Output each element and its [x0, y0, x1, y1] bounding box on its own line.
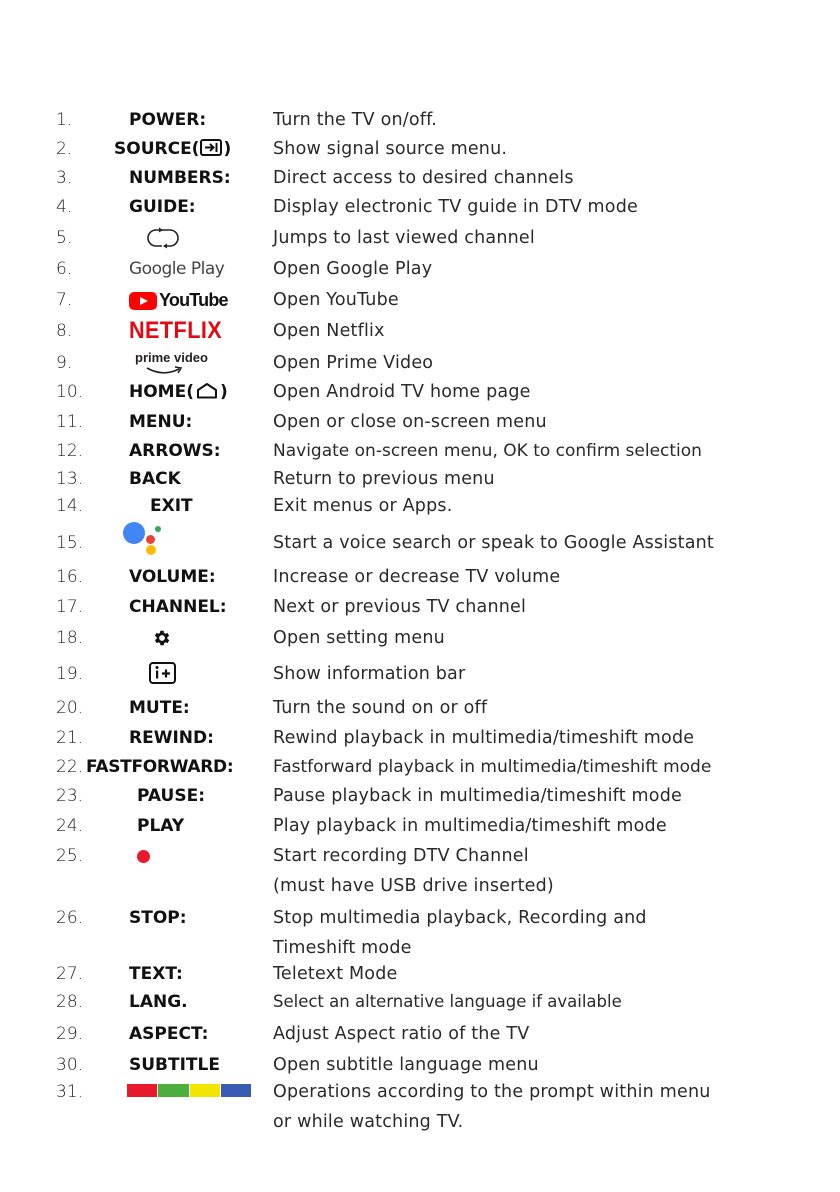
item-description: Jumps to last viewed channel — [273, 228, 535, 248]
key-label-text: TEXT: — [129, 964, 183, 984]
item-description-line2: Timeshift mode — [273, 938, 412, 958]
list-item-exit — [0, 491, 840, 521]
key-label-subtitle: SUBTITLE — [129, 1055, 220, 1075]
key-label-menu: MENU: — [129, 412, 193, 432]
item-number: 12. — [56, 441, 84, 461]
item-description: Direct access to desired channels — [273, 168, 574, 188]
list-item-back — [0, 464, 840, 494]
item-description: Select an alternative language if available — [273, 992, 622, 1011]
key-label-mute: MUTE: — [129, 698, 190, 718]
list-item-numbers — [0, 163, 840, 193]
key-label-rewind: REWIND: — [129, 728, 214, 748]
key-label-fastforward: FASTFORWARD: — [86, 757, 234, 777]
item-description: Display electronic TV guide in DTV mode — [273, 197, 638, 217]
key-label-tail: ) — [223, 139, 232, 159]
key-label-volume: VOLUME: — [129, 567, 216, 587]
item-description: Stop multimedia playback, Recording and — [273, 908, 647, 928]
item-description: Fastforward playback in multimedia/timeshift mode — [273, 757, 712, 777]
item-number: 2. — [56, 139, 73, 159]
item-number: 27. — [56, 964, 84, 984]
list-item-volume — [0, 562, 840, 592]
item-number: 19. — [56, 664, 84, 684]
record-icon — [137, 850, 150, 863]
key-label-back: BACK — [129, 469, 181, 489]
item-number: 10. — [56, 382, 84, 402]
key-label-aspect: ASPECT: — [129, 1024, 209, 1044]
item-description: Operations according to the prompt within menu — [273, 1082, 711, 1102]
red-key-swatch — [127, 1084, 157, 1097]
item-number: 17. — [56, 597, 84, 617]
assistant-yellow-dot — [146, 545, 156, 555]
info-icon — [149, 662, 176, 684]
recall-icon — [142, 227, 184, 249]
item-number: 28. — [56, 992, 84, 1012]
netflix-logo: NETFLIX — [129, 317, 223, 344]
list-item-youtube — [0, 285, 840, 315]
list-item-guide — [0, 192, 840, 222]
list-item-play — [0, 811, 840, 841]
item-number: 11. — [56, 412, 84, 432]
key-label-play: PLAY — [137, 816, 185, 836]
item-description: Open subtitle language menu — [273, 1055, 539, 1075]
item-number: 7. — [56, 290, 73, 310]
google-play-logo: Google Play — [129, 259, 225, 279]
item-description: Play playback in multimedia/timeshift mode — [273, 816, 667, 836]
item-description: Show signal source menu. — [273, 139, 508, 159]
key-label-text: HOME( — [129, 382, 194, 402]
green-key-swatch — [158, 1084, 188, 1097]
blue-key-swatch — [221, 1084, 251, 1097]
list-item-arrows — [0, 436, 840, 466]
item-description: Turn the TV on/off. — [273, 110, 437, 130]
item-number: 24. — [56, 816, 84, 836]
assistant-green-dot — [155, 526, 161, 532]
list-item-google-play — [0, 254, 840, 284]
list-item-info — [0, 659, 840, 689]
list-item-power — [0, 105, 840, 135]
key-label-tail: ) — [219, 382, 228, 402]
item-number: 29. — [56, 1024, 84, 1044]
item-description: Open or close on-screen menu — [273, 412, 547, 432]
item-number: 5. — [56, 228, 73, 248]
item-number: 21. — [56, 728, 84, 748]
list-item-text — [0, 959, 840, 989]
key-label-lang: LANG. — [129, 992, 188, 1012]
list-item-mute — [0, 693, 840, 723]
assistant-blue-dot — [123, 522, 145, 544]
item-number: 14. — [56, 496, 84, 516]
list-item-netflix — [0, 316, 840, 346]
item-description: Teletext Mode — [273, 964, 398, 984]
key-label-power: POWER: — [129, 110, 207, 130]
key-label-stop: STOP: — [129, 908, 187, 928]
item-description: Increase or decrease TV volume — [273, 567, 561, 587]
item-number: 4. — [56, 197, 73, 217]
list-item-settings — [0, 623, 840, 653]
item-description: Open Google Play — [273, 259, 433, 279]
item-number: 8. — [56, 321, 73, 341]
prime-video-logo: prime video — [135, 350, 208, 365]
item-description: Exit menus or Apps. — [273, 496, 453, 516]
item-number: 9. — [56, 353, 73, 373]
key-label-numbers: NUMBERS: — [129, 168, 231, 188]
list-item-channel — [0, 592, 840, 622]
google-assistant-icon — [123, 522, 163, 552]
list-item-pause — [0, 781, 840, 811]
list-item-google-assistant — [0, 528, 840, 558]
input-source-icon — [200, 139, 222, 156]
youtube-logo: YouTube — [159, 290, 228, 310]
list-item-stop — [0, 903, 840, 963]
key-label-source — [114, 134, 231, 164]
item-number: 18. — [56, 628, 84, 648]
list-item-source — [0, 134, 840, 164]
item-number: 22. — [56, 757, 84, 777]
list-item-menu — [0, 407, 840, 437]
key-label-channel: CHANNEL: — [129, 597, 227, 617]
item-description: Navigate on-screen menu, OK to confirm selection — [273, 441, 702, 461]
item-number: 26. — [56, 908, 84, 928]
item-description: Next or previous TV channel — [273, 597, 527, 617]
list-item-home — [0, 377, 840, 407]
item-description: Pause playback in multimedia/timeshift mode — [273, 786, 682, 806]
key-label-guide: GUIDE: — [129, 197, 196, 217]
item-number: 23. — [56, 786, 84, 806]
yellow-key-swatch — [190, 1084, 220, 1097]
item-description: Turn the sound on or off — [273, 698, 488, 718]
item-description: Rewind playback in multimedia/timeshift mode — [273, 728, 695, 748]
assistant-red-dot — [146, 535, 155, 544]
key-label-exit: EXIT — [150, 496, 193, 516]
list-item-fastforward — [0, 752, 840, 782]
key-label-arrows: ARROWS: — [129, 441, 221, 461]
color-keys-icon — [127, 1084, 251, 1097]
list-item-color-keys — [0, 1077, 840, 1137]
item-number: 3. — [56, 168, 73, 188]
home-icon — [196, 382, 218, 399]
item-description-line2: or while watching TV. — [273, 1112, 464, 1132]
key-label-text: SOURCE( — [114, 139, 200, 159]
item-description: Open Prime Video — [273, 353, 434, 373]
item-number: 30. — [56, 1055, 84, 1075]
item-number: 31. — [56, 1082, 84, 1102]
item-number: 20. — [56, 698, 84, 718]
item-description: Open setting menu — [273, 628, 445, 648]
list-item-rewind — [0, 723, 840, 753]
list-item-record — [0, 841, 840, 901]
item-number: 15. — [56, 533, 84, 553]
item-description: Adjust Aspect ratio of the TV — [273, 1024, 530, 1044]
item-description: Open Netflix — [273, 321, 385, 341]
item-number: 13. — [56, 469, 84, 489]
youtube-play-icon — [129, 292, 157, 310]
list-item-recall — [0, 223, 840, 253]
gear-icon — [152, 628, 172, 648]
item-description: Open Android TV home page — [273, 382, 531, 402]
item-number: 1. — [56, 110, 73, 130]
item-number: 16. — [56, 567, 84, 587]
list-item-subtitle — [0, 1050, 840, 1080]
item-number: 6. — [56, 259, 73, 279]
key-label-home — [129, 377, 228, 407]
key-label-pause: PAUSE: — [137, 786, 205, 806]
item-description: Open YouTube — [273, 290, 399, 310]
item-description: Start recording DTV Channel — [273, 846, 529, 866]
list-item-lang — [0, 987, 840, 1017]
item-description: Return to previous menu — [273, 469, 495, 489]
item-description-line2: (must have USB drive inserted) — [273, 876, 554, 896]
list-item-prime-video — [0, 348, 840, 378]
list-item-aspect — [0, 1019, 840, 1049]
item-description: Show information bar — [273, 664, 466, 684]
item-number: 25. — [56, 846, 84, 866]
item-description: Start a voice search or speak to Google Assistant — [273, 533, 714, 553]
